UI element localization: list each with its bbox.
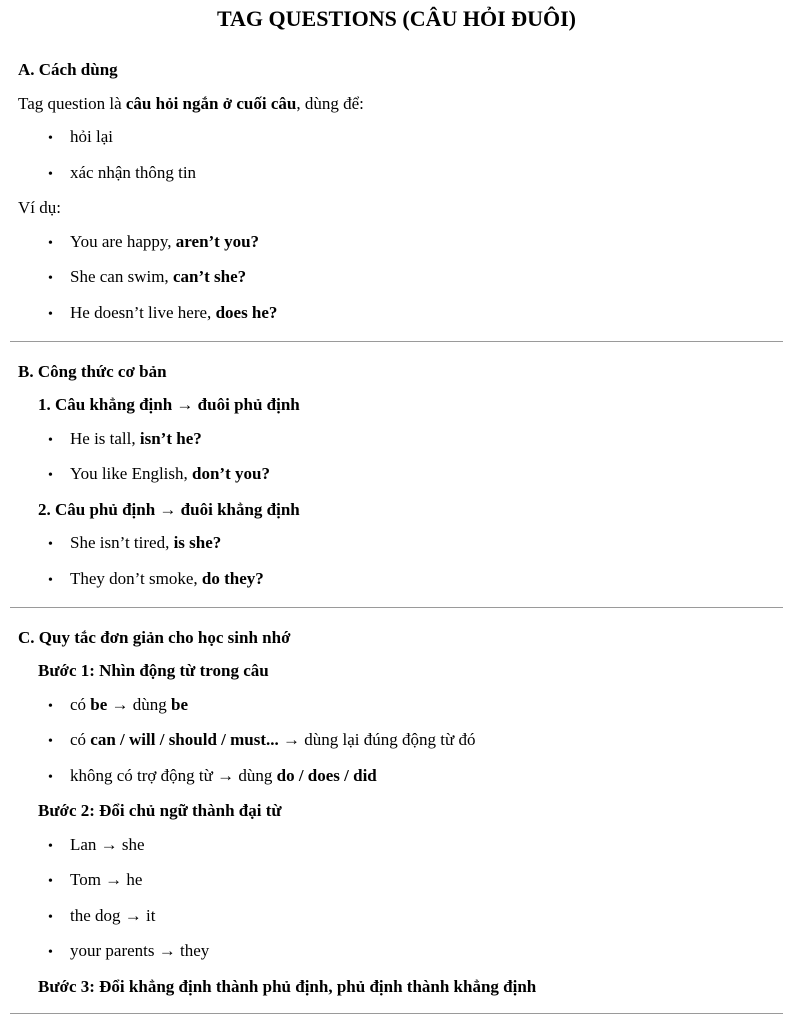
- bullet-item: [10, 531, 783, 557]
- text-segment: , dùng để:: [296, 93, 364, 113]
- bullet-item: [10, 462, 783, 488]
- section-heading: [10, 360, 783, 384]
- bullet-text: [70, 462, 783, 486]
- text-segment: the dog → it: [70, 905, 156, 925]
- text-segment: Tag question là: [18, 93, 126, 113]
- paragraph: [10, 196, 783, 220]
- text-segment: Bước 3: Đổi khẳng định thành phủ định, phủ định thành khẳng định: [38, 976, 537, 996]
- text-segment: can’t she?: [172, 267, 247, 286]
- bullet-icon: •: [48, 698, 53, 714]
- text-segment: You like English,: [70, 464, 193, 483]
- text-segment: A. Cách dùng: [18, 60, 118, 79]
- bullet-text: [70, 531, 783, 555]
- bullet-text: [70, 161, 783, 185]
- text-segment: C. Quy tắc đơn giản cho học sinh nhớ: [18, 627, 291, 647]
- bullet-item: [10, 161, 783, 187]
- bullet-item: [10, 939, 783, 965]
- bullet-icon: •: [48, 468, 53, 483]
- text-segment: Bước 1: Nhìn động từ trong câu: [38, 661, 269, 680]
- bullet-item: [10, 904, 783, 930]
- bullet-text: [70, 693, 783, 717]
- bullet-icon: •: [48, 131, 53, 146]
- bullet-icon: •: [48, 166, 53, 182]
- bullet-item: [10, 833, 783, 859]
- text-segment: câu hỏi ngắn ở cuối câu: [125, 93, 297, 113]
- text-segment: Bước 2: Đổi chủ ngữ thành đại từ: [38, 801, 282, 820]
- text-segment: B. Công thức cơ bản: [18, 361, 167, 381]
- bullet-icon: •: [48, 537, 53, 552]
- text-segment: 1. Câu khẳng định → đuôi phủ định: [38, 395, 300, 414]
- text-segment: có: [70, 694, 91, 714]
- text-segment: does he?: [215, 302, 278, 322]
- text-segment: isn’t he?: [139, 428, 202, 448]
- bullet-text: [70, 833, 783, 857]
- bullet-text: [70, 301, 783, 325]
- bullet-text: [70, 567, 783, 591]
- bullet-icon: •: [48, 306, 53, 322]
- text-segment: Ví dụ:: [18, 198, 61, 217]
- text-segment: TAG QUESTIONS (CÂU HỎI ĐUÔI): [217, 6, 576, 31]
- bullet-item: [10, 427, 783, 453]
- text-segment: → dùng: [107, 694, 172, 714]
- bullet-item: [10, 230, 783, 256]
- sub-heading: [10, 799, 783, 823]
- bullet-item: [10, 693, 783, 719]
- text-segment: He is tall,: [70, 428, 140, 448]
- bullet-icon: •: [48, 769, 53, 785]
- text-segment: She isn’t tired,: [70, 533, 174, 552]
- bullet-item: [10, 868, 783, 894]
- text-segment: He doesn’t live here,: [70, 302, 216, 322]
- bullet-text: [70, 427, 783, 451]
- text-segment: don’t you?: [192, 464, 270, 483]
- section-divider: [10, 607, 783, 608]
- text-segment: You are happy,: [70, 231, 176, 251]
- sub-heading: [10, 975, 783, 999]
- text-segment: aren’t you?: [175, 231, 260, 251]
- bullet-text: [70, 265, 783, 289]
- section-divider: [10, 341, 783, 342]
- text-segment: không có trợ động từ → dùng: [70, 765, 277, 785]
- text-segment: có: [70, 730, 91, 749]
- bullet-text: [70, 764, 783, 788]
- bullet-item: [10, 265, 783, 291]
- text-segment: She can swim,: [70, 267, 173, 286]
- bullet-item: [10, 301, 783, 327]
- bullet-icon: •: [48, 838, 53, 854]
- bullet-item: [10, 764, 783, 790]
- bullet-icon: •: [48, 271, 53, 286]
- text-segment: Lan → she: [70, 834, 145, 854]
- bullet-icon: •: [48, 945, 53, 960]
- text-segment: Tom → he: [70, 870, 143, 889]
- text-segment: xác nhận thông tin: [70, 162, 197, 182]
- bullet-icon: •: [48, 909, 53, 925]
- text-segment: be: [171, 694, 189, 714]
- bullet-item: [10, 567, 783, 593]
- sub-heading: [10, 659, 783, 683]
- bullet-icon: •: [48, 874, 53, 889]
- bullet-icon: •: [48, 235, 53, 251]
- document-body: [10, 6, 783, 1014]
- bullet-item: [10, 728, 783, 754]
- text-segment: 2. Câu phủ định → đuôi khẳng định: [38, 499, 300, 519]
- paragraph: [10, 92, 783, 116]
- sub-heading: [10, 498, 783, 522]
- text-segment: hỏi lại: [70, 127, 113, 146]
- text-segment: be: [90, 694, 108, 714]
- bullet-text: [70, 868, 783, 892]
- text-segment: do / does / did: [276, 765, 377, 785]
- bullet-text: [70, 125, 783, 149]
- bullet-text: [70, 230, 783, 254]
- section-heading: [10, 626, 783, 650]
- text-segment: → dùng lại đúng động từ đó: [278, 730, 476, 749]
- bullet-text: [70, 904, 783, 928]
- text-segment: They don’t smoke,: [70, 568, 202, 588]
- bullet-icon: •: [48, 572, 53, 588]
- bullet-icon: •: [48, 734, 53, 749]
- sub-heading: [10, 393, 783, 417]
- text-segment: your parents → they: [70, 941, 210, 960]
- text-segment: can / will / should / must...: [90, 730, 279, 749]
- document-title: [10, 6, 783, 32]
- bullet-text: [70, 728, 783, 752]
- section-heading: [10, 58, 783, 82]
- bullet-icon: •: [48, 432, 53, 448]
- text-segment: do they?: [201, 568, 264, 588]
- text-segment: is she?: [173, 533, 222, 552]
- bullet-text: [70, 939, 783, 963]
- bullet-item: [10, 125, 783, 151]
- section-divider: [10, 1013, 783, 1014]
